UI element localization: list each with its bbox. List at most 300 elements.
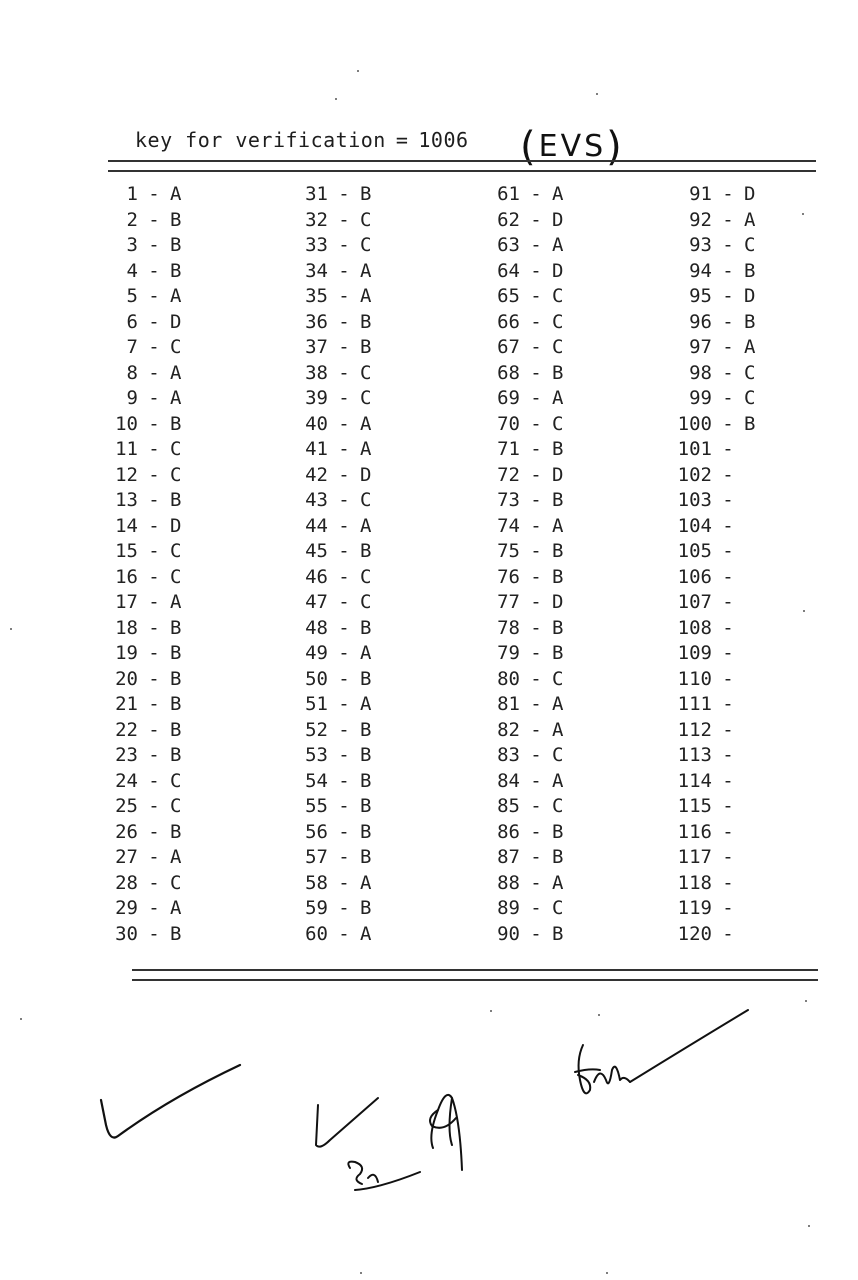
row-separator: -: [338, 616, 350, 639]
answer-letter: A: [170, 183, 182, 205]
question-number: 2: [126, 208, 138, 231]
question-number: 109: [677, 642, 712, 664]
answer-row: [290, 794, 382, 820]
answer-letter: [744, 718, 766, 744]
question-number: 40: [305, 412, 328, 435]
row-separator: -: [722, 463, 734, 486]
answer-row: [482, 616, 574, 642]
row-separator: -: [722, 285, 734, 307]
answer-row: [290, 590, 382, 616]
row-separator: -: [722, 438, 734, 460]
answer-letter: B: [360, 183, 372, 205]
answer-letter: A: [170, 361, 182, 384]
answer-row: [664, 284, 766, 310]
question-number: 90: [497, 922, 520, 945]
question-number: 106: [677, 565, 712, 588]
paper-speck: [598, 1014, 600, 1016]
question-number: 7: [126, 336, 138, 358]
top-double-rule: [108, 160, 816, 172]
question-number: 86: [497, 820, 520, 843]
answer-letter: [744, 667, 766, 693]
row-separator: -: [338, 412, 350, 435]
answer-letter: C: [170, 871, 182, 894]
answer-letter: B: [360, 795, 372, 817]
question-number: 118: [677, 871, 712, 894]
row-separator: -: [338, 361, 350, 384]
row-separator: -: [722, 514, 734, 537]
answer-row: [482, 641, 574, 667]
question-number: 44: [305, 514, 328, 537]
row-separator: -: [722, 795, 734, 817]
question-number: 38: [305, 361, 328, 384]
answer-letter: D: [744, 183, 756, 205]
question-number: 69: [497, 387, 520, 409]
scribbled-signature: [575, 1010, 748, 1093]
question-number: 9: [126, 387, 138, 409]
answer-letter: [744, 922, 766, 948]
question-number: 52: [305, 718, 328, 741]
paper-speck: [10, 628, 12, 630]
row-separator: -: [338, 438, 350, 460]
row-separator: -: [338, 667, 350, 690]
question-number: 51: [305, 693, 328, 715]
answer-row: [482, 590, 574, 616]
answer-row: [112, 896, 192, 922]
answer-row: [664, 794, 766, 820]
answer-row: [664, 565, 766, 591]
question-number: 10: [115, 412, 138, 435]
answer-column-3: [482, 182, 574, 947]
question-number: 73: [497, 489, 520, 511]
answer-row: [290, 616, 382, 642]
row-separator: -: [148, 336, 160, 358]
row-separator: -: [722, 183, 734, 205]
row-separator: -: [338, 795, 350, 817]
row-separator: -: [148, 285, 160, 307]
answer-letter: B: [552, 540, 564, 562]
answer-letter: A: [360, 412, 372, 435]
question-number: 35: [305, 285, 328, 307]
question-number: 5: [126, 285, 138, 307]
answer-row: [112, 590, 192, 616]
answer-letter: A: [360, 259, 372, 282]
question-number: 64: [497, 259, 520, 282]
answer-row: [482, 386, 574, 412]
row-separator: -: [722, 616, 734, 639]
question-number: 65: [497, 285, 520, 307]
answer-letter: A: [552, 183, 564, 205]
answer-letter: C: [360, 234, 372, 256]
answer-letter: A: [552, 387, 564, 409]
answer-letter: B: [360, 667, 372, 690]
answer-row: [112, 692, 192, 718]
answer-row: [290, 641, 382, 667]
answer-letter: C: [170, 769, 182, 792]
question-number: 14: [115, 514, 138, 537]
row-separator: -: [530, 667, 542, 690]
row-separator: -: [722, 897, 734, 919]
question-number: 39: [305, 387, 328, 409]
question-number: 12: [115, 463, 138, 486]
subject-label: EVS: [538, 129, 607, 164]
row-separator: -: [148, 412, 160, 435]
answer-letter: A: [360, 514, 372, 537]
row-separator: -: [722, 489, 734, 511]
answer-letter: C: [552, 795, 564, 817]
question-number: 29: [115, 897, 138, 919]
row-separator: -: [338, 387, 350, 409]
row-separator: -: [530, 285, 542, 307]
row-separator: -: [530, 922, 542, 945]
answer-letter: [744, 488, 766, 514]
answer-row: [482, 437, 574, 463]
question-number: 31: [305, 183, 328, 205]
answer-letter: [744, 820, 766, 846]
answer-letter: B: [552, 565, 564, 588]
question-number: 95: [689, 285, 712, 307]
answer-letter: A: [360, 871, 372, 894]
answer-row: [482, 514, 574, 540]
answer-letter: D: [170, 514, 182, 537]
answer-letter: C: [170, 795, 182, 817]
answer-row: [482, 233, 574, 259]
answer-row: [664, 488, 766, 514]
answer-letter: A: [360, 922, 372, 945]
answer-row: [290, 488, 382, 514]
answer-row: [290, 335, 382, 361]
answer-letter: C: [552, 336, 564, 358]
question-number: 62: [497, 208, 520, 231]
row-separator: -: [722, 259, 734, 282]
question-number: 82: [497, 718, 520, 741]
answer-letter: B: [360, 336, 372, 358]
row-separator: -: [148, 642, 160, 664]
row-separator: -: [530, 718, 542, 741]
key-value: 1006: [418, 128, 469, 152]
row-separator: -: [530, 234, 542, 256]
question-number: 47: [305, 591, 328, 613]
answer-letter: B: [552, 438, 564, 460]
answer-row: [482, 208, 574, 234]
header-label: key for verification: [135, 128, 386, 152]
answer-letter: A: [360, 438, 372, 460]
answer-row: [290, 437, 382, 463]
answer-row: [112, 769, 192, 795]
row-separator: -: [722, 565, 734, 588]
answer-row: [290, 310, 382, 336]
answer-letter: C: [552, 667, 564, 690]
answer-row: [290, 208, 382, 234]
answer-row: [664, 412, 766, 438]
paper-speck: [803, 610, 805, 612]
question-number: 13: [115, 489, 138, 511]
answer-row: [482, 565, 574, 591]
answer-row: [482, 284, 574, 310]
question-number: 25: [115, 795, 138, 817]
question-number: 91: [689, 183, 712, 205]
row-separator: -: [530, 361, 542, 384]
answer-row: [112, 514, 192, 540]
answer-letter: B: [360, 846, 372, 868]
subject-handwritten: (EVS): [520, 124, 625, 170]
question-number: 107: [677, 591, 712, 613]
answer-row: [112, 310, 192, 336]
row-separator: -: [338, 259, 350, 282]
question-number: 6: [126, 310, 138, 333]
answer-row: [112, 845, 192, 871]
answer-row: [112, 437, 192, 463]
answer-row: [290, 845, 382, 871]
answer-letter: B: [360, 540, 372, 562]
answer-row: [664, 310, 766, 336]
answer-letter: C: [552, 310, 564, 333]
answer-letter: D: [552, 591, 564, 613]
question-number: 19: [115, 642, 138, 664]
row-separator: -: [722, 846, 734, 868]
row-separator: -: [338, 540, 350, 562]
row-separator: -: [530, 565, 542, 588]
answer-letter: A: [170, 846, 182, 868]
answer-row: [112, 259, 192, 285]
answer-row: [112, 616, 192, 642]
question-number: 111: [677, 693, 712, 715]
answer-letter: C: [744, 361, 756, 384]
question-number: 88: [497, 871, 520, 894]
row-separator: -: [148, 718, 160, 741]
paper-speck: [805, 1000, 807, 1002]
answer-row: [290, 259, 382, 285]
answer-row: [482, 539, 574, 565]
answer-row: [664, 922, 766, 948]
question-number: 101: [677, 438, 712, 460]
answer-letter: B: [744, 412, 756, 435]
answer-letter: C: [170, 565, 182, 588]
answer-row: [112, 488, 192, 514]
answer-letter: A: [170, 897, 182, 919]
answer-letter: A: [360, 642, 372, 664]
question-number: 81: [497, 693, 520, 715]
answer-letter: B: [552, 361, 564, 384]
answer-letter: C: [552, 285, 564, 307]
answer-letter: A: [552, 718, 564, 741]
row-separator: -: [530, 208, 542, 231]
answer-row: [664, 233, 766, 259]
question-number: 59: [305, 897, 328, 919]
question-number: 97: [689, 336, 712, 358]
paper-speck: [335, 98, 337, 100]
answer-letter: C: [552, 744, 564, 766]
row-separator: -: [530, 412, 542, 435]
question-number: 60: [305, 922, 328, 945]
row-separator: -: [530, 336, 542, 358]
answer-letter: B: [360, 820, 372, 843]
answer-row: [290, 182, 382, 208]
question-number: 27: [115, 846, 138, 868]
answer-row: [664, 718, 766, 744]
answer-letter: [744, 871, 766, 897]
answer-letter: A: [552, 514, 564, 537]
question-number: 93: [689, 234, 712, 256]
row-separator: -: [530, 387, 542, 409]
paper-speck: [606, 1272, 608, 1274]
question-number: 98: [689, 361, 712, 384]
answer-row: [290, 284, 382, 310]
question-number: 45: [305, 540, 328, 562]
row-separator: -: [722, 591, 734, 613]
question-number: 77: [497, 591, 520, 613]
answer-row: [112, 208, 192, 234]
answer-column-1: [112, 182, 192, 947]
row-separator: -: [148, 183, 160, 205]
answer-letter: A: [552, 769, 564, 792]
row-separator: -: [148, 897, 160, 919]
row-separator: -: [338, 208, 350, 231]
row-separator: -: [530, 871, 542, 894]
question-number: 58: [305, 871, 328, 894]
answer-letter: D: [552, 208, 564, 231]
answer-letter: A: [170, 387, 182, 409]
row-separator: -: [530, 310, 542, 333]
row-separator: -: [338, 234, 350, 256]
answer-letter: B: [170, 922, 182, 945]
answer-row: [290, 412, 382, 438]
row-separator: -: [148, 667, 160, 690]
question-number: 105: [677, 540, 712, 562]
header-equals: =: [395, 128, 409, 152]
row-separator: -: [338, 489, 350, 511]
answer-letter: A: [744, 208, 756, 231]
answer-row: [112, 922, 192, 948]
answer-letter: D: [170, 310, 182, 333]
answer-letter: [744, 692, 766, 718]
answer-row: [664, 539, 766, 565]
question-number: 1: [126, 183, 138, 205]
answer-row: [482, 794, 574, 820]
answer-row: [482, 488, 574, 514]
answer-letter: C: [360, 208, 372, 231]
answer-row: [112, 743, 192, 769]
row-separator: -: [722, 820, 734, 843]
row-separator: -: [530, 769, 542, 792]
question-number: 46: [305, 565, 328, 588]
answer-row: [482, 361, 574, 387]
answer-row: [290, 565, 382, 591]
answer-row: [664, 259, 766, 285]
question-number: 84: [497, 769, 520, 792]
answer-row: [664, 871, 766, 897]
row-separator: -: [338, 846, 350, 868]
answer-row: [664, 182, 766, 208]
answer-letter: C: [744, 387, 756, 409]
row-separator: -: [722, 693, 734, 715]
answer-letter: C: [170, 438, 182, 460]
question-number: 80: [497, 667, 520, 690]
row-separator: -: [148, 514, 160, 537]
row-separator: -: [338, 565, 350, 588]
answer-letter: B: [360, 718, 372, 741]
question-number: 104: [677, 514, 712, 537]
answer-letter: B: [744, 310, 756, 333]
answer-letter: B: [360, 744, 372, 766]
row-separator: -: [338, 336, 350, 358]
answer-row: [664, 208, 766, 234]
answer-row: [664, 335, 766, 361]
question-number: 115: [677, 795, 712, 817]
row-separator: -: [148, 540, 160, 562]
answer-letter: [744, 616, 766, 642]
answer-letter: [744, 743, 766, 769]
answer-letter: [744, 590, 766, 616]
answer-row: [112, 335, 192, 361]
answer-row: [290, 386, 382, 412]
question-number: 71: [497, 438, 520, 460]
question-number: 22: [115, 718, 138, 741]
question-number: 21: [115, 693, 138, 715]
answer-letter: B: [360, 616, 372, 639]
question-number: 116: [677, 820, 712, 843]
row-separator: -: [148, 463, 160, 486]
answer-letter: [744, 463, 766, 489]
answer-letter: B: [170, 208, 182, 231]
answer-row: [112, 284, 192, 310]
answer-row: [664, 641, 766, 667]
row-separator: -: [530, 795, 542, 817]
row-separator: -: [722, 234, 734, 256]
answer-row: [112, 820, 192, 846]
question-number: 75: [497, 540, 520, 562]
answer-letter: B: [170, 489, 182, 511]
row-separator: -: [148, 871, 160, 894]
answer-row: [482, 743, 574, 769]
answer-letter: C: [360, 489, 372, 511]
answer-letter: [744, 845, 766, 871]
row-separator: -: [530, 616, 542, 639]
row-separator: -: [148, 820, 160, 843]
row-separator: -: [722, 361, 734, 384]
answer-row: [112, 361, 192, 387]
row-separator: -: [722, 769, 734, 792]
answer-letter: B: [170, 642, 182, 664]
answer-letter: A: [552, 871, 564, 894]
answer-row: [290, 896, 382, 922]
question-number: 78: [497, 616, 520, 639]
row-separator: -: [530, 591, 542, 613]
answer-letter: C: [552, 412, 564, 435]
question-number: 24: [115, 769, 138, 792]
row-separator: -: [148, 744, 160, 766]
row-separator: -: [530, 438, 542, 460]
answer-letter: B: [170, 820, 182, 843]
answer-letter: C: [360, 361, 372, 384]
question-number: 36: [305, 310, 328, 333]
row-separator: -: [530, 642, 542, 664]
row-separator: -: [148, 310, 160, 333]
row-separator: -: [530, 489, 542, 511]
answer-row: [664, 590, 766, 616]
answer-letter: D: [360, 463, 372, 486]
question-number: 42: [305, 463, 328, 486]
question-number: 70: [497, 412, 520, 435]
question-number: 55: [305, 795, 328, 817]
answer-letter: D: [552, 259, 564, 282]
answer-row: [482, 692, 574, 718]
question-number: 120: [677, 922, 712, 945]
question-number: 110: [677, 667, 712, 690]
question-number: 17: [115, 591, 138, 613]
tick-and-initials-signature: [316, 1095, 462, 1190]
answer-letter: B: [552, 642, 564, 664]
answer-row: [482, 769, 574, 795]
